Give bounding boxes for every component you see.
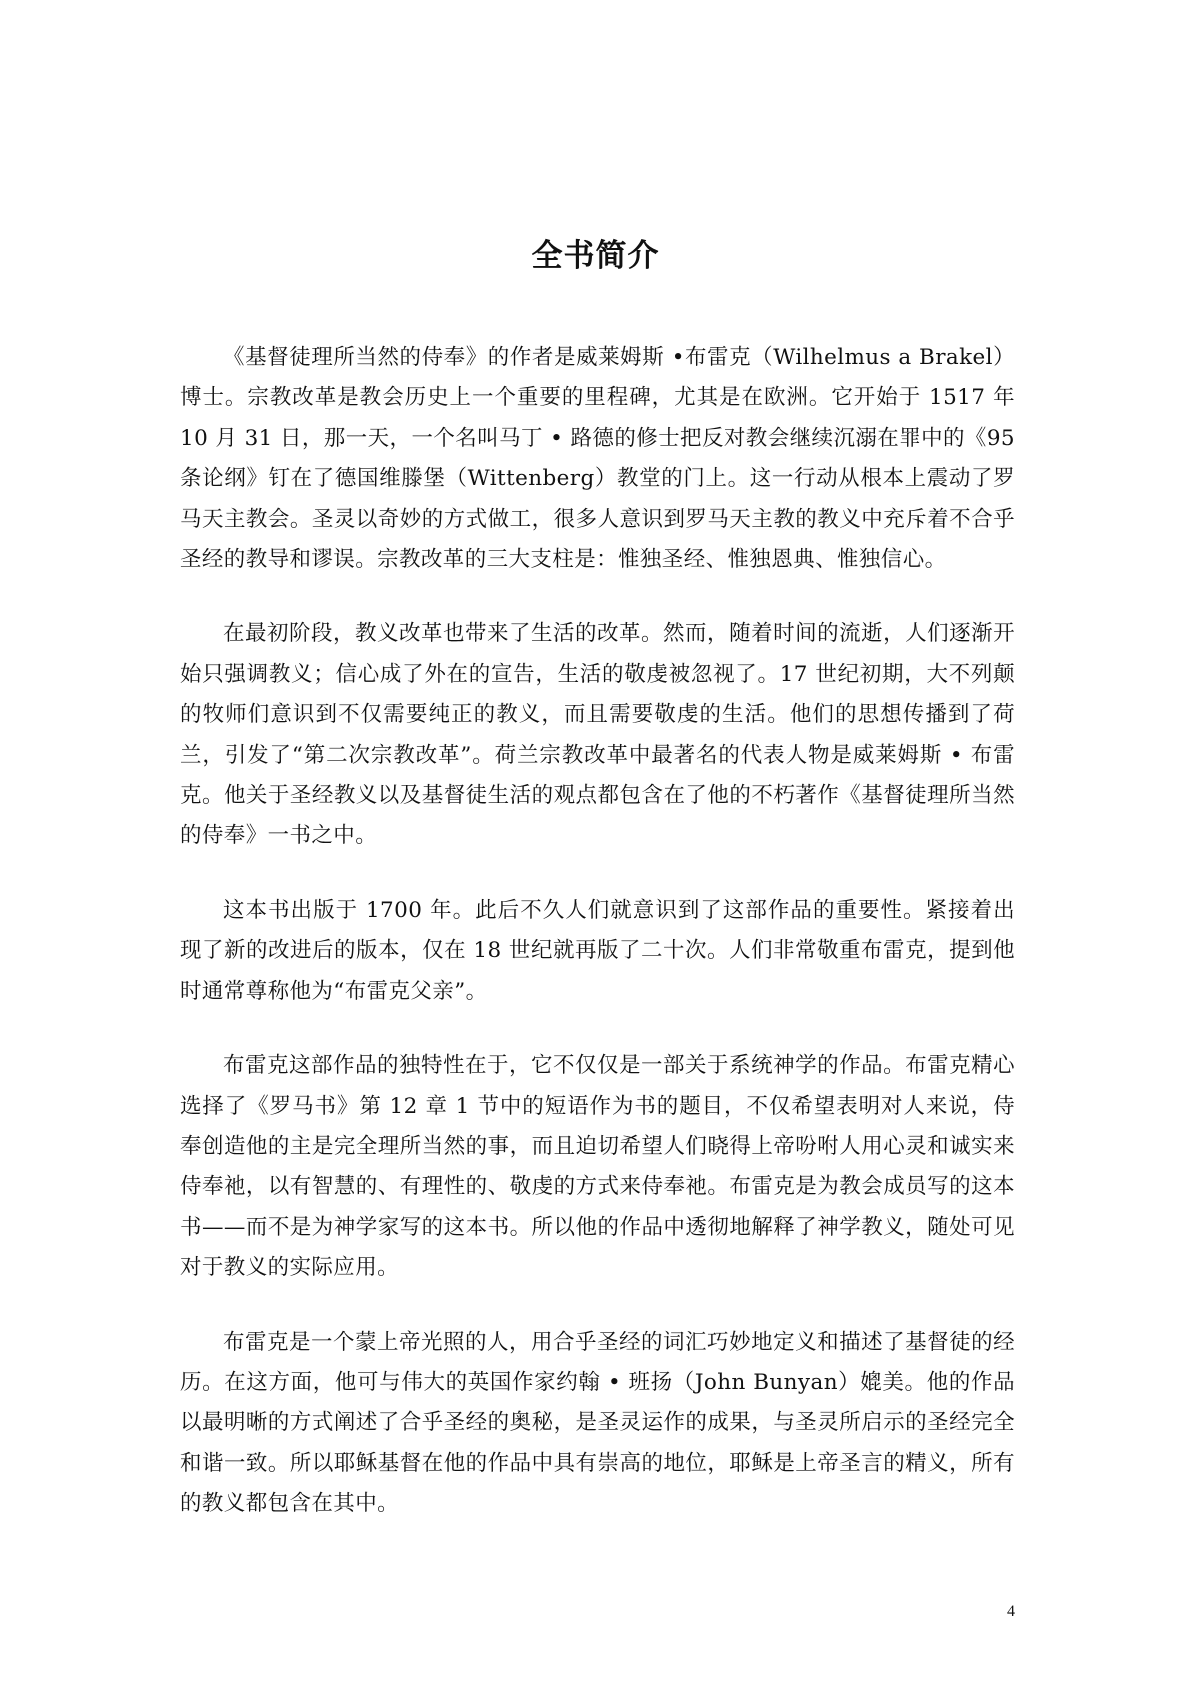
page-title: 全书简介 — [531, 238, 660, 274]
paragraph-4: 布雷克这部作品的独特性在于，它不仅仅是一部关于系统神学的作品。布雷克精心选择了《罗马书》第 12 章 1 节中的短语作为书的题目，不仅希望表明对人来说，侍奉创造他的主是完全理所当然的事，而且迫切希望人们晓得上帝吩咐人用心灵和诚实来侍奉祂，以有智慧的、有理性的、敬虔的方式来侍奉祂。布雷克是为教会成员写的这本书——而不是为神学家写的这本书。所以他的作品中透彻地解释了神学教义，随处可见对于教义的实际应用。 — [180, 1053, 1015, 1281]
paragraph-2: 在最初阶段，教义改革也带来了生活的改革。然而，随着时间的流逝，人们逐渐开始只强调教义；信心成了外在的宣告，生活的敬虔被忽视了。17 世纪初期，大不列颠的牧师们意识到不仅需要纯正的教义，而且需要敬虔的生活。他们的思想传播到了荷兰，引发了“第二次宗教改革”。荷兰宗教改革中最著名的代表人物是威莱姆斯 • 布雷克。他关于圣经教义以及基督徒生活的观点都包含在了他的不朽著作《基督徒理所当然的侍奉》一书之中。 — [180, 621, 1015, 849]
paragraph-5: 布雷克是一个蒙上帝光照的人，用合乎圣经的词汇巧妙地定义和描述了基督徒的经历。在这方面，他可与伟大的英国作家约翰 • 班扬（John Bunyan）媲美。他的作品以最明晰的方式阐述了合乎圣经的奥秘，是圣灵运作的成果，与圣灵所启示的圣经完全和谐一致。所以耶稣基督在他的作品中具有崇高的地位，耶稣是上帝圣言的精义，所有的教义都包含在其中。 — [180, 1329, 1015, 1517]
body-text — [180, 338, 1015, 1559]
paragraph-1: 《基督徒理所当然的侍奉》的作者是威莱姆斯 •布雷克（Wilhelmus a Brakel）博士。宗教改革是教会历史上一个重要的里程碑，尤其是在欧洲。它开始于 1517 年 10 月 31 日，那一天，一个名叫马丁 • 路德的修士把反对教会继续沉溺在罪中的《95 条论纲》钉在了德国维滕堡（Wittenberg）教堂的门上。这一行动从根本上震动了罗马天主教会。圣灵以奇妙的方式做工，很多人意识到罗马天主教的教义中充斥着不合乎圣经的教导和谬误。宗教改革的三大支柱是：惟独圣经、惟独恩典、惟独信心。 — [180, 345, 1015, 573]
paragraph-3: 这本书出版于 1700 年。此后不久人们就意识到了这部作品的重要性。紧接着出现了新的改进后的版本，仅在 18 世纪就再版了二十次。人们非常敬重布雷克，提到他时通常尊称他为“布雷克父亲”。 — [180, 897, 1015, 1004]
page-number: 4 — [1007, 1603, 1015, 1620]
